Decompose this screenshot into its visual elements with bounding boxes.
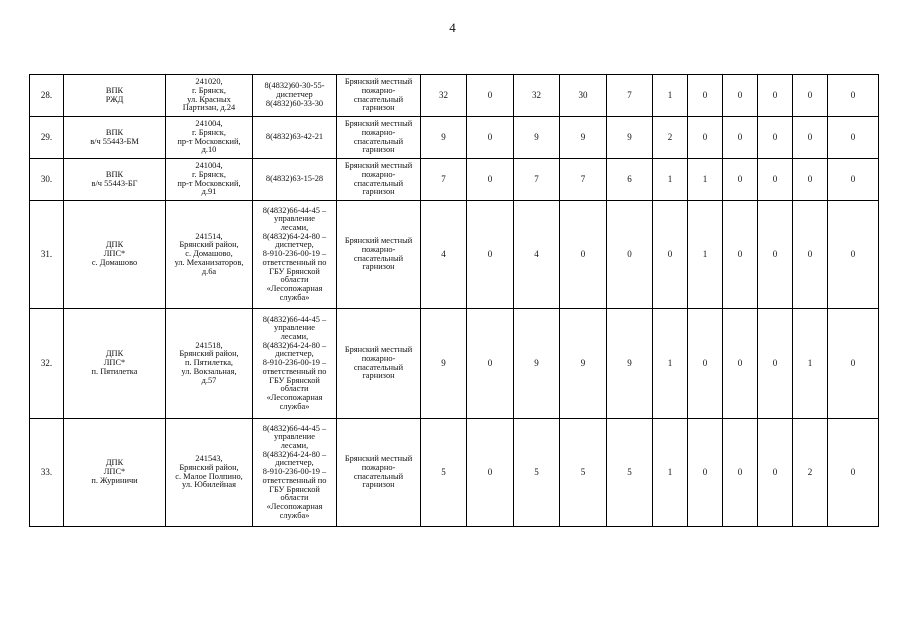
value-cell-8: 0 [723,159,758,201]
value-cell-1: 9 [421,309,467,419]
row-number-cell: 32. [30,309,64,419]
value-cell-6: 1 [653,419,688,527]
unit-name-cell: ВПК в/ч 55443-БМ [64,117,166,159]
value-cell-10: 1 [793,309,828,419]
unit-name-cell: ДПК ЛПС* п. Пятилетка [64,309,166,419]
value-cell-3: 5 [514,419,560,527]
value-cell-9: 0 [758,159,793,201]
value-cell-8: 0 [723,309,758,419]
value-cell-7: 0 [688,309,723,419]
value-cell-10: 2 [793,419,828,527]
value-cell-10: 0 [793,117,828,159]
value-cell-2: 0 [467,201,514,309]
value-cell-4: 30 [560,75,607,117]
value-cell-4: 9 [560,309,607,419]
phone-cell: 8(4832)66-44-45 – управление лесами, 8(4832)64-24-80 – диспетчер, 8-910-236-00-19 – ответственный по ГБУ Брянской области «Лесопожарная служба» [253,201,337,309]
value-cell-9: 0 [758,117,793,159]
address-cell: 241514, Брянский район, с. Домашово, ул. Механизаторов, д.6а [166,201,253,309]
row-number-cell: 33. [30,419,64,527]
value-cell-4: 9 [560,117,607,159]
registry-table [29,74,879,527]
value-cell-5: 0 [607,201,653,309]
value-cell-2: 0 [467,419,514,527]
value-cell-4: 7 [560,159,607,201]
value-cell-4: 5 [560,419,607,527]
address-cell: 241518, Брянский район, п. Пятилетка, ул. Вокзальная, д.57 [166,309,253,419]
value-cell-1: 9 [421,117,467,159]
value-cell-7: 0 [688,75,723,117]
garrison-cell: Брянский местный пожарно- спасательный гарнизон [337,419,421,527]
row-number-cell: 28. [30,75,64,117]
phone-cell: 8(4832)60-30-55- диспетчер 8(4832)60-33-30 [253,75,337,117]
value-cell-9: 0 [758,75,793,117]
value-cell-9: 0 [758,201,793,309]
table-row [30,309,879,419]
phone-cell: 8(4832)66-44-45 – управление лесами, 8(4832)64-24-80 – диспетчер, 8-910-236-00-19 – ответственный по ГБУ Брянской области «Лесопожарная служба» [253,419,337,527]
address-cell: 241543, Брянский район, с. Малое Полпино, ул. Юбилейная [166,419,253,527]
value-cell-11: 0 [828,201,879,309]
value-cell-5: 5 [607,419,653,527]
value-cell-5: 9 [607,309,653,419]
value-cell-11: 0 [828,159,879,201]
value-cell-1: 5 [421,419,467,527]
value-cell-6: 0 [653,201,688,309]
value-cell-2: 0 [467,159,514,201]
unit-name-cell: ВПК РЖД [64,75,166,117]
address-cell: 241004, г. Брянск, пр-т Московский, д.10 [166,117,253,159]
phone-cell: 8(4832)63-15-28 [253,159,337,201]
value-cell-2: 0 [467,75,514,117]
value-cell-8: 0 [723,117,758,159]
value-cell-10: 0 [793,201,828,309]
value-cell-5: 7 [607,75,653,117]
value-cell-3: 7 [514,159,560,201]
garrison-cell: Брянский местный пожарно- спасательный гарнизон [337,159,421,201]
address-cell: 241004, г. Брянск, пр-т Московский, д.91 [166,159,253,201]
value-cell-4: 0 [560,201,607,309]
unit-name-cell: ВПК в/ч 55443-БГ [64,159,166,201]
value-cell-7: 1 [688,201,723,309]
page-number: 4 [449,20,456,35]
row-number-cell: 30. [30,159,64,201]
value-cell-9: 0 [758,309,793,419]
table-row [30,201,879,309]
value-cell-11: 0 [828,75,879,117]
value-cell-2: 0 [467,117,514,159]
table-row [30,117,879,159]
value-cell-9: 0 [758,419,793,527]
value-cell-8: 0 [723,201,758,309]
value-cell-6: 1 [653,75,688,117]
value-cell-1: 4 [421,201,467,309]
table-row [30,159,879,201]
address-cell: 241020, г. Брянск, ул. Красных Партизан, д.24 [166,75,253,117]
value-cell-3: 4 [514,201,560,309]
value-cell-7: 0 [688,419,723,527]
value-cell-10: 0 [793,75,828,117]
value-cell-3: 9 [514,309,560,419]
value-cell-8: 0 [723,419,758,527]
phone-cell: 8(4832)66-44-45 – управление лесами, 8(4832)64-24-80 – диспетчер, 8-910-236-00-19 – ответственный по ГБУ Брянской области «Лесопожарная служба» [253,309,337,419]
value-cell-11: 0 [828,117,879,159]
value-cell-7: 1 [688,159,723,201]
value-cell-6: 1 [653,159,688,201]
value-cell-3: 32 [514,75,560,117]
value-cell-6: 1 [653,309,688,419]
value-cell-5: 6 [607,159,653,201]
value-cell-8: 0 [723,75,758,117]
value-cell-11: 0 [828,419,879,527]
value-cell-6: 2 [653,117,688,159]
value-cell-10: 0 [793,159,828,201]
table-row [30,75,879,117]
table-row [30,419,879,527]
unit-name-cell: ДПК ЛПС* с. Домашово [64,201,166,309]
garrison-cell: Брянский местный пожарно- спасательный гарнизон [337,201,421,309]
value-cell-5: 9 [607,117,653,159]
value-cell-1: 7 [421,159,467,201]
unit-name-cell: ДПК ЛПС* п. Журиничи [64,419,166,527]
value-cell-11: 0 [828,309,879,419]
value-cell-7: 0 [688,117,723,159]
row-number-cell: 29. [30,117,64,159]
value-cell-3: 9 [514,117,560,159]
row-number-cell: 31. [30,201,64,309]
value-cell-1: 32 [421,75,467,117]
garrison-cell: Брянский местный пожарно- спасательный гарнизон [337,309,421,419]
garrison-cell: Брянский местный пожарно- спасательный гарнизон [337,75,421,117]
garrison-cell: Брянский местный пожарно- спасательный гарнизон [337,117,421,159]
phone-cell: 8(4832)63-42-21 [253,117,337,159]
value-cell-2: 0 [467,309,514,419]
